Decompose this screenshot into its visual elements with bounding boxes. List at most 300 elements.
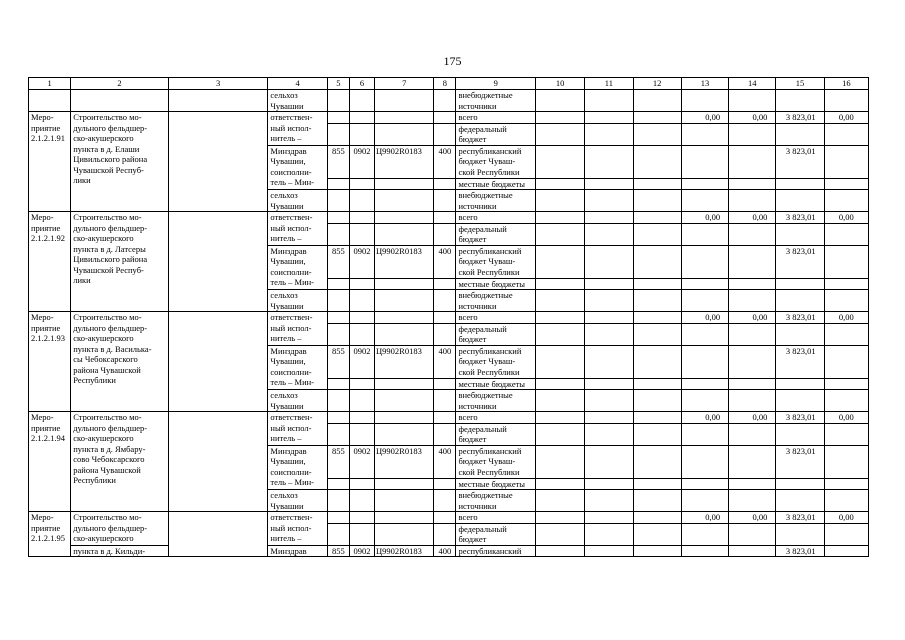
total-value-cell: 3 823,01: [776, 112, 824, 124]
empty-cell: [681, 245, 728, 278]
empty-cell: [535, 490, 584, 512]
column-header: 1: [29, 78, 71, 90]
empty-cell: [168, 112, 268, 212]
empty-cell: [776, 223, 824, 245]
empty-cell: [824, 345, 868, 378]
empty-cell: [776, 523, 824, 545]
event-name-cell: Строительство мо- дульного фельдшер- ско-акушерского: [71, 512, 169, 546]
empty-cell: [729, 423, 776, 445]
total-value-cell: 0,00: [729, 112, 776, 124]
empty-cell: [434, 512, 456, 524]
total-value-cell: 0,00: [824, 512, 868, 524]
table-row: [29, 112, 869, 124]
executor-cell: сельхоз Чувашии: [268, 290, 327, 312]
funding-source-cell: федеральный бюджет: [456, 123, 535, 145]
rz-code-cell: 0902: [349, 445, 374, 478]
empty-cell: [535, 145, 584, 178]
empty-cell: [434, 378, 456, 390]
empty-cell: [375, 112, 434, 124]
empty-cell: [585, 245, 633, 278]
empty-cell: [776, 478, 824, 490]
empty-cell: [434, 123, 456, 145]
vr-code-cell: 400: [434, 145, 456, 178]
empty-cell: [585, 478, 633, 490]
empty-cell: [633, 178, 681, 190]
republic-value-cell: 3 823,01: [776, 245, 824, 278]
empty-cell: [729, 545, 776, 557]
vr-code-cell: 400: [434, 545, 456, 557]
empty-cell: [327, 123, 349, 145]
empty-cell: [776, 323, 824, 345]
empty-cell: [633, 478, 681, 490]
empty-cell: [375, 512, 434, 524]
empty-cell: [633, 212, 681, 224]
column-header: 3: [168, 78, 268, 90]
empty-cell: [776, 423, 824, 445]
empty-cell: [375, 290, 434, 312]
empty-cell: [535, 190, 584, 212]
empty-cell: [535, 245, 584, 278]
empty-cell: [633, 445, 681, 478]
executor-cell: ответствен- ный испол- нитель –: [268, 312, 327, 346]
empty-cell: [327, 423, 349, 445]
empty-cell: [633, 412, 681, 424]
carry-over-row: [29, 90, 869, 112]
total-value-cell: 0,00: [681, 312, 728, 324]
empty-cell: [349, 223, 374, 245]
empty-cell: [349, 123, 374, 145]
column-header: 5: [327, 78, 349, 90]
table-row: [29, 312, 869, 324]
empty-cell: [681, 190, 728, 212]
empty-cell: [434, 390, 456, 412]
page-number: 175: [443, 54, 462, 68]
grbs-code-cell: 855: [327, 245, 349, 278]
column-header: 12: [633, 78, 681, 90]
empty-cell: [375, 190, 434, 212]
empty-cell: [375, 223, 434, 245]
empty-cell: [633, 423, 681, 445]
empty-cell: [681, 478, 728, 490]
empty-cell: [824, 390, 868, 412]
empty-cell: [349, 212, 374, 224]
executor-cell: ответствен- ный испол- нитель –: [268, 412, 327, 446]
empty-cell: [168, 512, 268, 557]
empty-cell: [633, 112, 681, 124]
event-id-cell: Меро- приятие 2.1.2.1.93: [29, 312, 71, 412]
republic-value-cell: 3 823,01: [776, 145, 824, 178]
executor-cell: сельхоз Чувашии: [268, 490, 327, 512]
empty-cell: [327, 178, 349, 190]
empty-cell: [535, 123, 584, 145]
funding-source-cell: местные бюджеты: [456, 278, 535, 290]
total-value-cell: 3 823,01: [776, 312, 824, 324]
empty-cell: [375, 123, 434, 145]
empty-cell: [535, 512, 584, 524]
empty-cell: [824, 323, 868, 345]
republic-value-cell: 3 823,01: [776, 345, 824, 378]
funding-source-cell: внебюджетные источники: [456, 490, 535, 512]
column-header: 2: [71, 78, 169, 90]
grbs-code-cell: 855: [327, 545, 349, 557]
empty-cell: [824, 478, 868, 490]
empty-cell: [535, 523, 584, 545]
empty-cell: [776, 378, 824, 390]
column-header: 6: [349, 78, 374, 90]
empty-cell: [776, 190, 824, 212]
empty-cell: [633, 290, 681, 312]
empty-cell: [585, 212, 633, 224]
executor-cell: Минздрав Чувашии, соисполни- тель – Мин-: [268, 245, 327, 290]
empty-cell: [585, 412, 633, 424]
empty-cell: [633, 490, 681, 512]
rz-code-cell: 0902: [349, 545, 374, 557]
table-row: [29, 212, 869, 224]
empty-cell: [349, 190, 374, 212]
executor-cell: Минздрав Чувашии, соисполни- тель – Мин-: [268, 145, 327, 190]
empty-cell: [349, 312, 374, 324]
empty-cell: [535, 212, 584, 224]
empty-cell: [729, 145, 776, 178]
empty-cell: [585, 512, 633, 524]
republic-value-cell: 3 823,01: [776, 545, 824, 557]
table-row: [29, 512, 869, 524]
empty-cell: [535, 423, 584, 445]
empty-cell: [585, 445, 633, 478]
funding-source-cell: местные бюджеты: [456, 178, 535, 190]
empty-cell: [729, 345, 776, 378]
empty-cell: [776, 490, 824, 512]
empty-cell: [434, 178, 456, 190]
csr-code-cell: Ц9902R0183: [375, 445, 434, 478]
empty-cell: [633, 312, 681, 324]
empty-cell: [434, 290, 456, 312]
column-header: 7: [375, 78, 434, 90]
empty-cell: [585, 178, 633, 190]
empty-cell: [434, 523, 456, 545]
empty-cell: [535, 345, 584, 378]
empty-cell: [375, 212, 434, 224]
total-value-cell: 0,00: [824, 212, 868, 224]
column-header: 4: [268, 78, 327, 90]
table-row: [29, 412, 869, 424]
empty-cell: [633, 545, 681, 557]
empty-cell: [349, 523, 374, 545]
empty-cell: [633, 123, 681, 145]
empty-cell: [434, 212, 456, 224]
empty-cell: [535, 323, 584, 345]
funding-source-cell: внебюджетные источники: [456, 390, 535, 412]
empty-cell: [585, 345, 633, 378]
empty-cell: [349, 390, 374, 412]
empty-cell: [327, 323, 349, 345]
empty-cell: [776, 290, 824, 312]
empty-cell: [168, 312, 268, 412]
empty-cell: [349, 378, 374, 390]
empty-cell: [585, 278, 633, 290]
empty-cell: [375, 278, 434, 290]
empty-cell: [824, 378, 868, 390]
empty-cell: [375, 412, 434, 424]
empty-cell: [327, 278, 349, 290]
empty-cell: [681, 490, 728, 512]
executor-cell: Минздрав: [268, 545, 327, 557]
total-value-cell: 0,00: [729, 412, 776, 424]
empty-cell: [681, 445, 728, 478]
empty-cell: [633, 323, 681, 345]
empty-cell: [434, 412, 456, 424]
funding-source-cell: республиканский бюджет Чуваш- ской Республики: [456, 445, 535, 478]
empty-cell: [375, 423, 434, 445]
empty-cell: [729, 523, 776, 545]
empty-cell: [681, 323, 728, 345]
empty-cell: [729, 178, 776, 190]
funding-source-cell: республиканский бюджет Чуваш- ской Республики: [456, 245, 535, 278]
empty-cell: [585, 223, 633, 245]
empty-cell: [729, 390, 776, 412]
empty-cell: [824, 223, 868, 245]
empty-cell: [434, 190, 456, 212]
executor-cell: сельхоз Чувашии: [268, 90, 327, 112]
empty-cell: [535, 545, 584, 557]
total-value-cell: 3 823,01: [776, 212, 824, 224]
empty-cell: [349, 490, 374, 512]
column-header: 10: [535, 78, 584, 90]
empty-cell: [327, 478, 349, 490]
empty-cell: [729, 445, 776, 478]
empty-cell: [681, 290, 728, 312]
column-header: 8: [434, 78, 456, 90]
empty-cell: [535, 112, 584, 124]
empty-cell: [585, 323, 633, 345]
empty-cell: [681, 223, 728, 245]
empty-cell: [375, 478, 434, 490]
event-name-cell: Строительство мо- дульного фельдшер- ско-акушерского пункта в д. Василька- сы Чебоксарского района Чувашской Республики: [71, 312, 169, 412]
empty-cell: [824, 123, 868, 145]
empty-cell: [327, 190, 349, 212]
funding-source-cell: республиканский: [456, 545, 535, 557]
empty-cell: [824, 190, 868, 212]
empty-cell: [585, 145, 633, 178]
rz-code-cell: 0902: [349, 345, 374, 378]
empty-cell: [633, 145, 681, 178]
empty-cell: [824, 523, 868, 545]
funding-source-cell: внебюджетные источники: [456, 90, 535, 112]
empty-cell: [776, 390, 824, 412]
empty-cell: [633, 512, 681, 524]
republic-value-cell: 3 823,01: [776, 445, 824, 478]
empty-cell: [434, 278, 456, 290]
empty-cell: [327, 212, 349, 224]
event-name-cell: пункта в д. Кильди-: [71, 545, 169, 557]
empty-cell: [434, 223, 456, 245]
empty-cell: [349, 178, 374, 190]
empty-cell: [824, 278, 868, 290]
empty-cell: [535, 223, 584, 245]
funding-source-cell: федеральный бюджет: [456, 223, 535, 245]
empty-cell: [633, 245, 681, 278]
empty-cell: [535, 290, 584, 312]
empty-cell: [585, 523, 633, 545]
empty-cell: [375, 390, 434, 412]
empty-cell: [729, 123, 776, 145]
csr-code-cell: Ц9902R0183: [375, 145, 434, 178]
empty-cell: [729, 323, 776, 345]
empty-cell: [585, 190, 633, 212]
empty-cell: [349, 290, 374, 312]
empty-cell: [681, 178, 728, 190]
column-header: 9: [456, 78, 535, 90]
total-value-cell: 0,00: [681, 112, 728, 124]
event-name-cell: Строительство мо- дульного фельдшер- ско-акушерского пункта в д. Елаши Цивильского района Чувашской Респуб- лики: [71, 112, 169, 212]
empty-cell: [434, 478, 456, 490]
empty-cell: [535, 412, 584, 424]
empty-cell: [729, 378, 776, 390]
empty-cell: [729, 478, 776, 490]
empty-cell: [633, 523, 681, 545]
empty-cell: [585, 390, 633, 412]
empty-cell: [535, 378, 584, 390]
csr-code-cell: Ц9902R0183: [375, 545, 434, 557]
empty-cell: [585, 312, 633, 324]
empty-cell: [681, 123, 728, 145]
empty-cell: [535, 278, 584, 290]
funding-source-cell: всего: [456, 512, 535, 524]
table-row: [29, 545, 869, 557]
empty-cell: [375, 523, 434, 545]
empty-cell: [824, 178, 868, 190]
empty-cell: [585, 112, 633, 124]
executor-cell: Минздрав Чувашии, соисполни- тель – Мин-: [268, 345, 327, 390]
empty-cell: [168, 212, 268, 312]
csr-code-cell: Ц9902R0183: [375, 245, 434, 278]
empty-cell: [434, 312, 456, 324]
empty-cell: [327, 223, 349, 245]
empty-cell: [585, 423, 633, 445]
empty-cell: [681, 278, 728, 290]
empty-cell: [585, 378, 633, 390]
vr-code-cell: 400: [434, 245, 456, 278]
empty-cell: [585, 545, 633, 557]
total-value-cell: 0,00: [824, 412, 868, 424]
empty-cell: [633, 378, 681, 390]
total-value-cell: 0,00: [729, 512, 776, 524]
empty-cell: [776, 278, 824, 290]
column-header: 15: [776, 78, 824, 90]
empty-cell: [349, 278, 374, 290]
empty-cell: [327, 412, 349, 424]
empty-cell: [729, 278, 776, 290]
funding-source-cell: федеральный бюджет: [456, 323, 535, 345]
total-value-cell: 0,00: [681, 512, 728, 524]
empty-cell: [824, 145, 868, 178]
executor-cell: ответствен- ный испол- нитель –: [268, 512, 327, 546]
funding-source-cell: внебюджетные источники: [456, 190, 535, 212]
csr-code-cell: Ц9902R0183: [375, 345, 434, 378]
empty-cell: [535, 478, 584, 490]
funding-source-cell: всего: [456, 412, 535, 424]
event-name-cell: Строительство мо- дульного фельдшер- ско-акушерского пункта в д. Ямбару- сово Чебоксарского района Чувашской Республики: [71, 412, 169, 512]
empty-cell: [434, 490, 456, 512]
empty-cell: [585, 490, 633, 512]
empty-cell: [585, 123, 633, 145]
funding-source-cell: внебюджетные источники: [456, 290, 535, 312]
event-id-cell: Меро- приятие 2.1.2.1.94: [29, 412, 71, 512]
funding-source-cell: федеральный бюджет: [456, 523, 535, 545]
empty-cell: [327, 378, 349, 390]
empty-cell: [729, 245, 776, 278]
empty-cell: [375, 312, 434, 324]
empty-cell: [375, 490, 434, 512]
executor-cell: Минздрав Чувашии, соисполни- тель – Мин-: [268, 445, 327, 490]
total-value-cell: 3 823,01: [776, 512, 824, 524]
event-id-cell: Меро- приятие 2.1.2.1.95: [29, 512, 71, 557]
empty-cell: [633, 278, 681, 290]
empty-cell: [824, 245, 868, 278]
empty-cell: [535, 445, 584, 478]
executor-cell: ответствен- ный испол- нитель –: [268, 212, 327, 246]
empty-cell: [375, 178, 434, 190]
empty-cell: [375, 323, 434, 345]
vr-code-cell: 400: [434, 345, 456, 378]
empty-cell: [327, 390, 349, 412]
empty-cell: [824, 423, 868, 445]
grbs-code-cell: 855: [327, 445, 349, 478]
empty-cell: [168, 412, 268, 512]
empty-cell: [349, 323, 374, 345]
empty-cell: [349, 112, 374, 124]
empty-cell: [681, 545, 728, 557]
empty-cell: [327, 523, 349, 545]
column-header: 14: [729, 78, 776, 90]
funding-source-cell: республиканский бюджет Чуваш- ской Республики: [456, 345, 535, 378]
empty-cell: [681, 523, 728, 545]
empty-cell: [349, 478, 374, 490]
empty-cell: [729, 290, 776, 312]
empty-cell: [681, 423, 728, 445]
empty-cell: [824, 445, 868, 478]
event-name-cell: Строительство мо- дульного фельдшер- ско-акушерского пункта в д. Латсеры Цивильского района Чувашской Респуб- лики: [71, 212, 169, 312]
total-value-cell: 0,00: [824, 312, 868, 324]
empty-cell: [434, 423, 456, 445]
empty-cell: [585, 290, 633, 312]
empty-cell: [729, 190, 776, 212]
rz-code-cell: 0902: [349, 145, 374, 178]
total-value-cell: 0,00: [729, 212, 776, 224]
rz-code-cell: 0902: [349, 245, 374, 278]
empty-cell: [327, 312, 349, 324]
empty-cell: [535, 178, 584, 190]
column-header: 16: [824, 78, 868, 90]
funding-source-cell: всего: [456, 212, 535, 224]
empty-cell: [776, 123, 824, 145]
empty-cell: [434, 112, 456, 124]
column-header: 11: [585, 78, 633, 90]
empty-cell: [434, 323, 456, 345]
empty-cell: [327, 490, 349, 512]
funding-source-cell: республиканский бюджет Чуваш- ской Республики: [456, 145, 535, 178]
event-id-cell: Меро- приятие 2.1.2.1.91: [29, 112, 71, 212]
total-value-cell: 0,00: [824, 112, 868, 124]
grbs-code-cell: 855: [327, 345, 349, 378]
empty-cell: [375, 378, 434, 390]
empty-cell: [681, 390, 728, 412]
header-row: [29, 78, 869, 90]
funding-source-cell: федеральный бюджет: [456, 423, 535, 445]
event-id-cell: Меро- приятие 2.1.2.1.92: [29, 212, 71, 312]
empty-cell: [633, 223, 681, 245]
total-value-cell: 3 823,01: [776, 412, 824, 424]
